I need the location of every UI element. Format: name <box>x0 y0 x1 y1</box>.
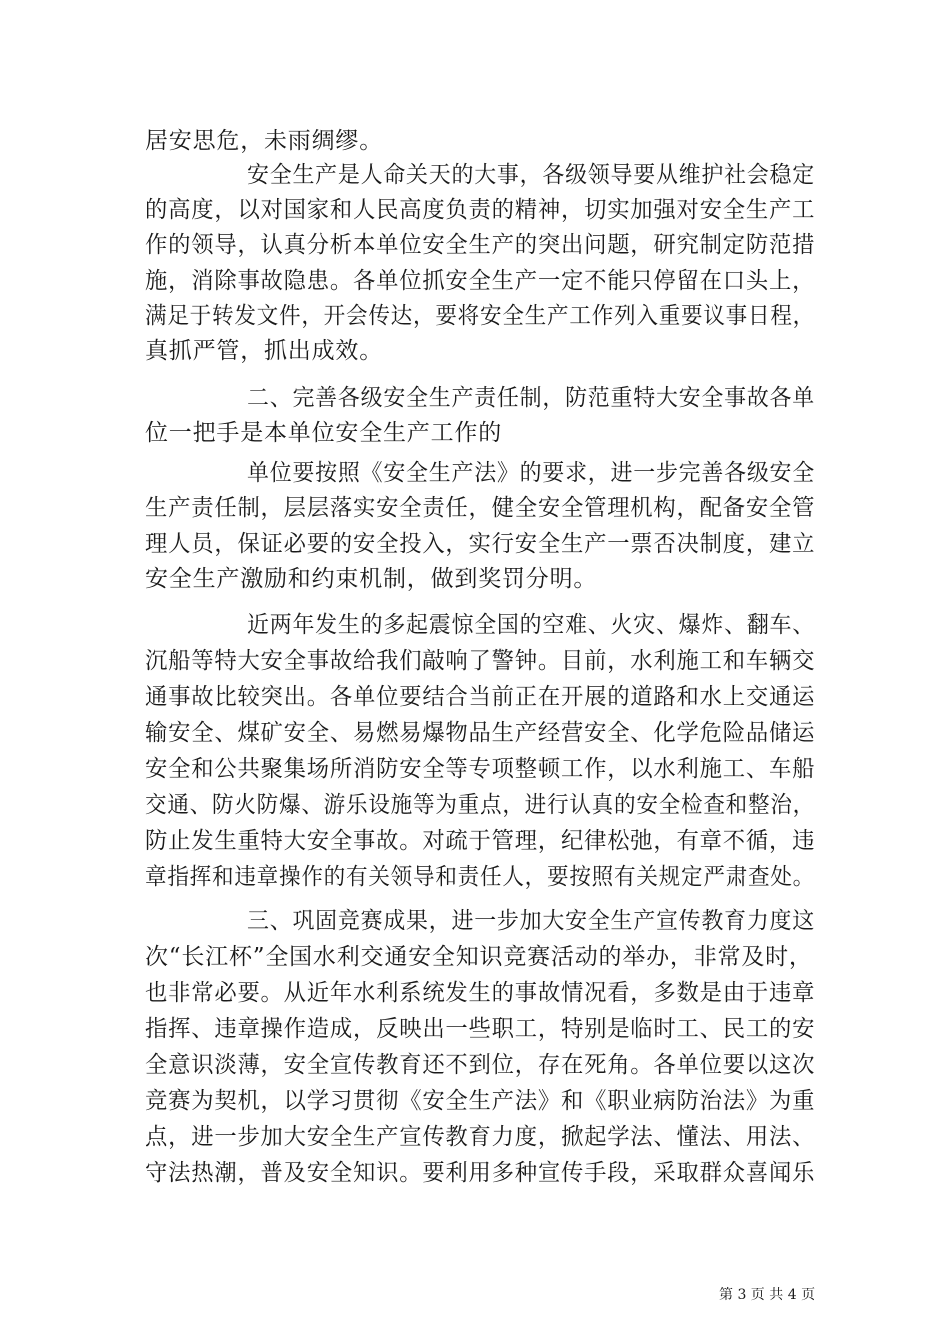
section-heading-2: 二、完善各级安全生产责任制，防范重特大安全事故各单 <box>247 385 815 411</box>
text-line: 满足于转发文件，开会传达，要将安全生产工作列入重要议事日程， <box>145 303 816 329</box>
text-line: 居安思危，未雨绸缪。 <box>145 128 383 154</box>
text-line: 施，消除事故隐患。各单位抓安全生产一定不能只停留在口头上， <box>145 268 816 294</box>
text-line: 生产责任制，层层落实安全责任，健全安全管理机构，配备安全管 <box>145 495 816 521</box>
text-line: 点，进一步加大安全生产宣传教育力度，掀起学法、懂法、用法、 <box>145 1124 816 1150</box>
text-line: 作的领导，认真分析本单位安全生产的突出问题，研究制定防范措 <box>145 232 816 258</box>
text-line: 防止发生重特大安全事故。对疏于管理，纪律松弛，有章不循，违 <box>145 828 816 854</box>
text-line: 也非常必要。从近年水利系统发生的事故情况看，多数是由于违章 <box>145 980 816 1006</box>
text-line: 指挥、违章操作造成，反映出一些职工，特别是临时工、民工的安 <box>145 1016 816 1042</box>
text-line: 的高度，以对国家和人民高度负责的精神，切实加强对安全生产工 <box>145 197 816 223</box>
section-heading-3: 三、巩固竞赛成果，进一步加大安全生产宣传教育力度这 <box>247 908 815 934</box>
text-line: 竞赛为契机，以学习贯彻《安全生产法》和《职业病防治法》为重 <box>145 1088 816 1114</box>
text-line: 安全生产激励和约束机制，做到奖罚分明。 <box>145 566 598 592</box>
text-line: 输安全、煤矿安全、易燃易爆物品生产经营安全、化学危险品储运 <box>145 720 816 746</box>
paragraph-first-line: 单位要按照《安全生产法》的要求，进一步完善各级安全 <box>247 460 815 486</box>
page-number: 第 3 页 共 4 页 <box>719 1287 816 1303</box>
text-line: 位一把手是本单位安全生产工作的 <box>145 420 502 446</box>
text-line: 次“长江杯”全国水利交通安全知识竞赛活动的举办，非常及时， <box>145 944 813 970</box>
paragraph-first-line: 安全生产是人命关天的大事，各级领导要从维护社会稳定 <box>247 162 815 188</box>
text-line: 通事故比较突出。各单位要结合当前正在开展的道路和水上交通运 <box>145 684 816 710</box>
text-line: 全意识淡薄，安全宣传教育还不到位，存在死角。各单位要以这次 <box>145 1052 816 1078</box>
text-line: 理人员，保证必要的安全投入，实行安全生产一票否决制度，建立 <box>145 531 816 557</box>
text-line: 沉船等特大安全事故给我们敲响了警钟。目前，水利施工和车辆交 <box>145 648 816 674</box>
text-line: 安全和公共聚集场所消防安全等专项整顿工作，以水利施工、车船 <box>145 756 816 782</box>
text-line: 交通、防火防爆、游乐设施等为重点，进行认真的安全检查和整治， <box>145 792 816 818</box>
text-line: 真抓严管，抓出成效。 <box>145 338 383 364</box>
paragraph-first-line: 近两年发生的多起震惊全国的空难、火灾、爆炸、翻车、 <box>247 612 815 638</box>
text-line: 章指挥和违章操作的有关领导和责任人，要按照有关规定严肃查处。 <box>145 864 816 890</box>
text-line: 守法热潮，普及安全知识。要利用多种宣传手段，采取群众喜闻乐 <box>145 1160 816 1186</box>
